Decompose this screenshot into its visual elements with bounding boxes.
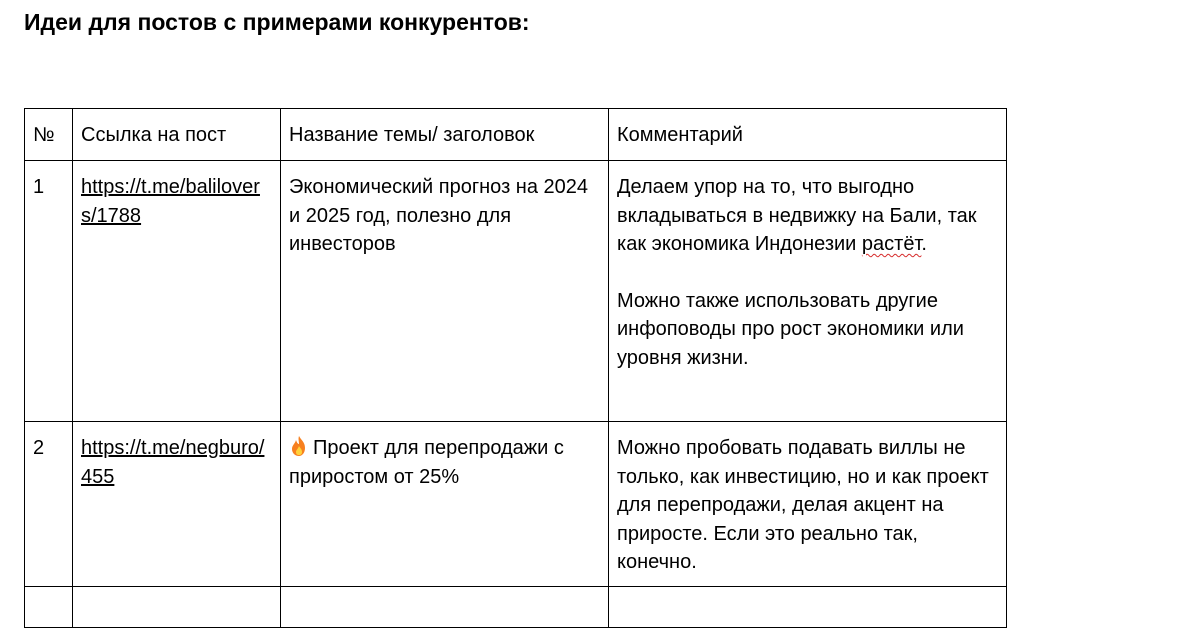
topic-text: Проект для перепродажи с приростом от 25% (289, 437, 564, 488)
table-row (25, 161, 1007, 422)
comment-text-end: . (921, 233, 927, 255)
topic-cell (281, 422, 609, 587)
table-row (25, 422, 1007, 587)
comment-cell: Можно пробовать подавать виллы не только, как инвестицию, но и как проект для перепродажи, делая акцент на приросте. Если это реально так, конечно. (609, 422, 1007, 587)
header-link: Ссылка на пост (73, 109, 281, 161)
empty-cell (25, 587, 73, 628)
fire-icon (289, 435, 309, 457)
empty-cell (281, 587, 609, 628)
header-number: № (25, 109, 73, 161)
link-cell (73, 161, 281, 422)
ideas-table (24, 108, 1007, 628)
header-topic: Название темы/ заголовок (281, 109, 609, 161)
comment-cell (609, 161, 1007, 422)
post-link[interactable]: https://t.me/negburo/455 (81, 437, 265, 488)
table-header-row (25, 109, 1007, 161)
page-title: Идеи для постов с примерами конкурентов: (24, 9, 530, 35)
comment-paragraph (617, 173, 998, 259)
comment-text: Делаем упор на то, что выгодно вкладываться в недвижку на Бали, так как экономика Индонезии (617, 176, 977, 255)
comment-paragraph-2: Можно также использовать другие инфоповоды про рост экономики или уровня жизни. (617, 289, 964, 369)
empty-cell (73, 587, 281, 628)
empty-cell (609, 587, 1007, 628)
spellcheck-word[interactable]: растёт (861, 233, 922, 255)
topic-cell: Экономический прогноз на 2024 и 2025 год, полезно для инвесторов (281, 161, 609, 422)
row-number: 2 (25, 422, 73, 587)
header-comment: Комментарий (609, 109, 1007, 161)
post-link[interactable]: https://t.me/balilovers/1788 (81, 176, 260, 227)
row-number: 1 (25, 161, 73, 422)
link-cell (73, 422, 281, 587)
table-row-partial (25, 587, 1007, 628)
